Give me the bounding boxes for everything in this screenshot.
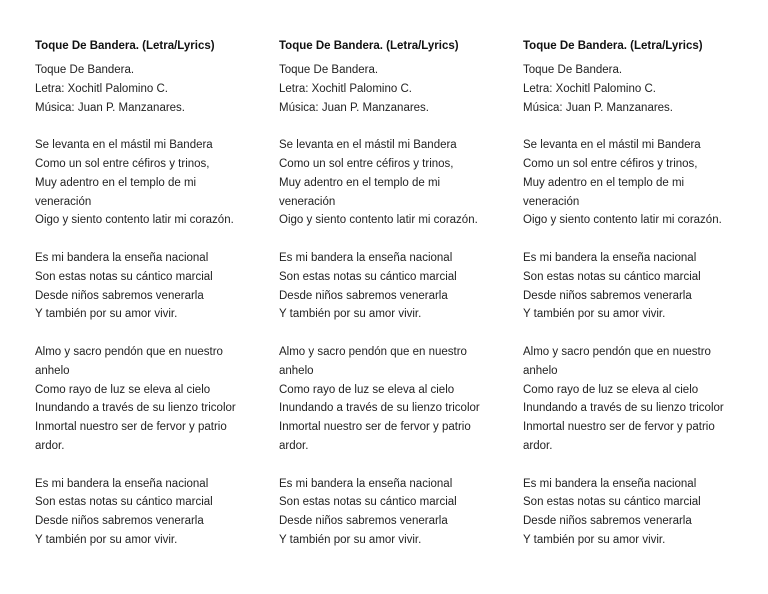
text-line: Almo y sacro pendón que en nuestro bbox=[35, 345, 223, 358]
text-line: Almo y sacro pendón que en nuestro bbox=[523, 345, 711, 358]
text-line: Es mi bandera la enseña nacional bbox=[279, 477, 453, 490]
text-line: Se levanta en el mástil mi Bandera bbox=[523, 139, 701, 152]
text-line: Son estas notas su cántico marcial bbox=[523, 496, 701, 509]
text-line: ardor. bbox=[523, 439, 553, 452]
text-line: Toque De Bandera. bbox=[35, 64, 135, 76]
text-line: Y también por su amor vivir. bbox=[279, 533, 422, 546]
text-line: veneración bbox=[35, 195, 92, 208]
text-line: Letra: Xochitl Palomino C. bbox=[523, 82, 656, 95]
text-line: Como rayo de luz se eleva al cielo bbox=[279, 383, 455, 396]
lyrics-column-1 bbox=[35, 38, 261, 569]
text-line: Toque De Bandera. bbox=[523, 64, 623, 76]
chorus-1 bbox=[523, 249, 749, 324]
lyrics-title: Toque De Bandera. (Letra/Lyrics) bbox=[523, 40, 703, 52]
text-line: Como un sol entre céfiros y trinos, bbox=[523, 157, 698, 170]
stanza-2 bbox=[279, 343, 505, 456]
text-line: Toque De Bandera. bbox=[279, 64, 379, 76]
text-line: Muy adentro en el templo de mi bbox=[279, 176, 441, 189]
text-line: Música: Juan P. Manzanares. bbox=[35, 101, 186, 114]
text-line: Desde niños sabremos venerarla bbox=[523, 515, 692, 528]
text-line: Como un sol entre céfiros y trinos, bbox=[279, 157, 454, 170]
stanza-1 bbox=[523, 136, 749, 230]
text-line: Almo y sacro pendón que en nuestro bbox=[279, 345, 467, 358]
text-line: anhelo bbox=[35, 364, 70, 377]
text-line: Es mi bandera la enseña nacional bbox=[35, 477, 209, 490]
text-line: Inundando a través de su lienzo tricolor bbox=[523, 402, 724, 415]
text-line: anhelo bbox=[279, 364, 314, 377]
text-line: Inmortal nuestro ser de fervor y patrio bbox=[35, 421, 227, 434]
text-line: Oigo y siento contento latir mi corazón. bbox=[279, 214, 478, 227]
stanza-2 bbox=[523, 343, 749, 456]
text-line: Inundando a través de su lienzo tricolor bbox=[35, 402, 236, 415]
text-line: Inmortal nuestro ser de fervor y patrio bbox=[279, 421, 471, 434]
header-block bbox=[35, 61, 261, 117]
text-line: Son estas notas su cántico marcial bbox=[523, 270, 701, 283]
chorus-2 bbox=[35, 475, 261, 550]
text-line: veneración bbox=[523, 195, 580, 208]
chorus-1 bbox=[35, 249, 261, 324]
text-line: Desde niños sabremos venerarla bbox=[279, 515, 448, 528]
text-line: Son estas notas su cántico marcial bbox=[279, 270, 457, 283]
text-line: Desde niños sabremos venerarla bbox=[35, 289, 204, 302]
text-line: Desde niños sabremos venerarla bbox=[523, 289, 692, 302]
lyrics-column-2 bbox=[279, 38, 505, 569]
text-line: Y también por su amor vivir. bbox=[35, 308, 178, 321]
text-line: Como rayo de luz se eleva al cielo bbox=[35, 383, 211, 396]
text-line: Es mi bandera la enseña nacional bbox=[523, 477, 697, 490]
chorus-2 bbox=[279, 475, 505, 550]
text-line: Es mi bandera la enseña nacional bbox=[523, 251, 697, 264]
text-line: Letra: Xochitl Palomino C. bbox=[35, 82, 168, 95]
text-line: Son estas notas su cántico marcial bbox=[279, 496, 457, 509]
lyrics-title: Toque De Bandera. (Letra/Lyrics) bbox=[35, 40, 215, 52]
text-line: Desde niños sabremos venerarla bbox=[279, 289, 448, 302]
stanza-1 bbox=[35, 136, 261, 230]
text-line: Inmortal nuestro ser de fervor y patrio bbox=[523, 421, 715, 434]
text-line: Son estas notas su cántico marcial bbox=[35, 496, 213, 509]
text-line: Y también por su amor vivir. bbox=[279, 308, 422, 321]
chorus-2 bbox=[523, 475, 749, 550]
header-block bbox=[279, 61, 505, 117]
lyrics-title: Toque De Bandera. (Letra/Lyrics) bbox=[279, 40, 459, 52]
text-line: Y también por su amor vivir. bbox=[523, 308, 666, 321]
text-line: Se levanta en el mástil mi Bandera bbox=[35, 139, 213, 152]
text-line: Y también por su amor vivir. bbox=[35, 533, 178, 546]
text-line: Es mi bandera la enseña nacional bbox=[35, 251, 209, 264]
text-line: veneración bbox=[279, 195, 336, 208]
text-line: Muy adentro en el templo de mi bbox=[35, 176, 197, 189]
stanza-2 bbox=[35, 343, 261, 456]
text-line: Como un sol entre céfiros y trinos, bbox=[35, 157, 210, 170]
text-line: Música: Juan P. Manzanares. bbox=[279, 101, 430, 114]
text-line: anhelo bbox=[523, 364, 558, 377]
text-line: Muy adentro en el templo de mi bbox=[523, 176, 685, 189]
text-line: Inundando a través de su lienzo tricolor bbox=[279, 402, 480, 415]
text-line: Como rayo de luz se eleva al cielo bbox=[523, 383, 699, 396]
lyrics-column-3 bbox=[523, 38, 749, 569]
text-line: Es mi bandera la enseña nacional bbox=[279, 251, 453, 264]
text-line: Y también por su amor vivir. bbox=[523, 533, 666, 546]
text-line: Oigo y siento contento latir mi corazón. bbox=[523, 214, 722, 227]
chorus-1 bbox=[279, 249, 505, 324]
stanza-1 bbox=[279, 136, 505, 230]
text-line: Se levanta en el mástil mi Bandera bbox=[279, 139, 457, 152]
text-line: Son estas notas su cántico marcial bbox=[35, 270, 213, 283]
text-line: Música: Juan P. Manzanares. bbox=[523, 101, 674, 114]
text-line: ardor. bbox=[279, 439, 309, 452]
text-line: Desde niños sabremos venerarla bbox=[35, 515, 204, 528]
header-block bbox=[523, 61, 749, 117]
text-line: ardor. bbox=[35, 439, 65, 452]
text-line: Letra: Xochitl Palomino C. bbox=[279, 82, 412, 95]
text-line: Oigo y siento contento latir mi corazón. bbox=[35, 214, 234, 227]
